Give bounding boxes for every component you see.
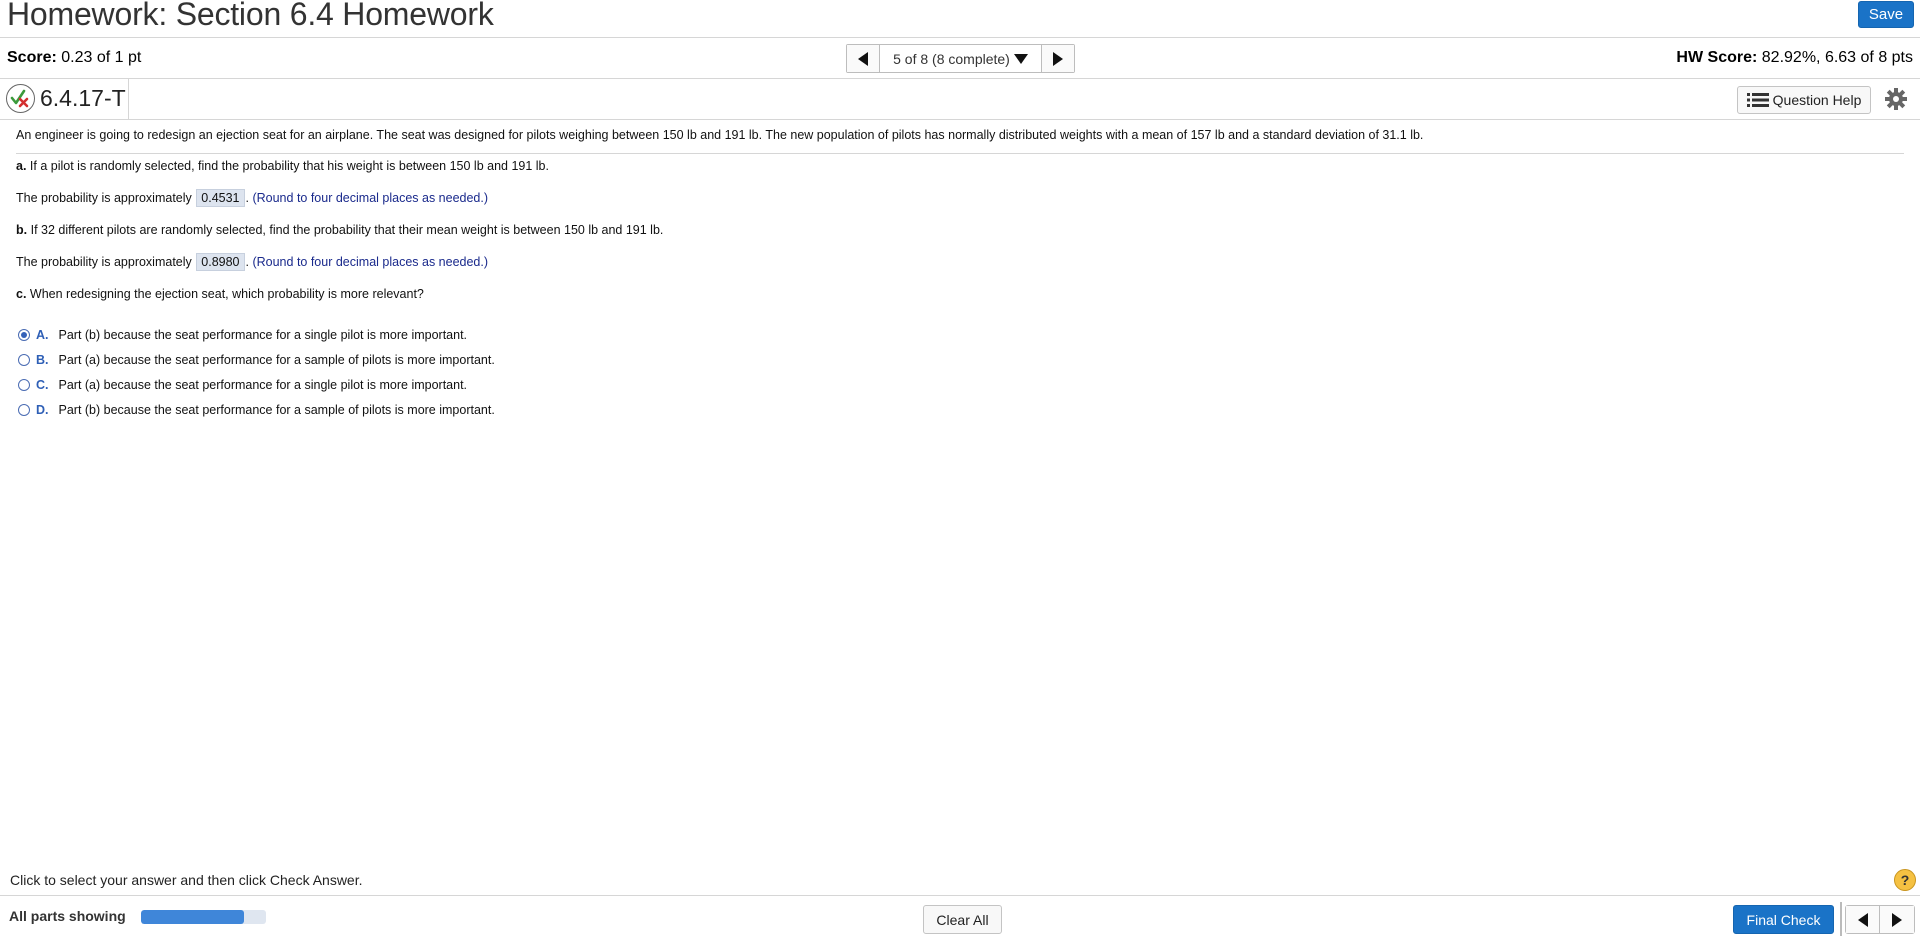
option-text: Part (b) because the seat performance for a single pilot is more important. [58,327,468,342]
next-question-button[interactable] [1880,906,1914,933]
instructions-text: Click to select your answer and then click Check Answer. [10,872,363,888]
part-a-prompt [16,159,549,173]
caret-down-icon [1014,54,1028,64]
score-value: 0.23 of 1 pt [61,49,142,66]
option-b[interactable] [18,347,495,372]
question-navigator [846,44,1075,73]
hw-score [1676,49,1913,67]
radio-button[interactable] [18,404,30,416]
parts-showing-label: All parts showing [9,908,126,924]
part-b-text: If 32 different pilots are randomly selected, find the probability that their mean weight is between 150 lb and 191 lb. [30,223,664,237]
part-b-answer-line [16,253,488,271]
question-selector-dropdown[interactable] [880,45,1041,72]
progress-bar [141,910,266,924]
score-label: Score: [7,49,57,66]
footer-bar [0,895,1920,939]
next-question-button[interactable] [1041,45,1074,72]
footer-question-navigator [1845,905,1915,934]
radio-button[interactable] [18,354,30,366]
answer-options [18,322,495,422]
option-letter: B. [36,352,49,367]
part-a-answer-input[interactable]: 0.4531 [196,189,244,207]
arrow-left-icon [1858,913,1868,927]
option-letter: C. [36,377,49,392]
part-b-prompt [16,223,663,237]
previous-question-button[interactable] [847,45,880,72]
option-text: Part (a) because the seat performance for a sample of pilots is more important. [58,352,495,367]
list-icon [1747,93,1769,107]
divider [128,79,129,119]
part-c-letter: c. [16,287,27,301]
rounding-hint: (Round to four decimal places as needed.) [252,255,489,269]
progress-fill [141,910,244,924]
arrow-right-icon [1892,913,1902,927]
radio-button[interactable] [18,379,30,391]
part-b-answer-input[interactable]: 0.8980 [196,253,244,271]
answer-suffix: . [245,255,249,269]
page-title: Homework: Section 6.4 Homework [7,0,494,32]
question-id: 6.4.17-T [40,85,126,111]
option-a[interactable] [18,322,495,347]
option-letter: A. [36,327,49,342]
question-score [7,49,141,67]
arrow-right-icon [1053,52,1063,66]
answer-prefix: The probability is approximately [16,191,192,205]
option-d[interactable] [18,397,495,422]
part-c-text: When redesigning the ejection seat, which probability is more relevant? [29,287,424,301]
save-button[interactable]: Save [1858,1,1914,28]
help-icon[interactable]: ? [1894,869,1916,891]
question-help-label: Question Help [1772,92,1862,108]
title-bar [0,0,1920,38]
divider [1840,902,1842,936]
radio-selected-dot [21,332,27,338]
divider [16,153,1904,154]
part-a-letter: a. [16,159,27,173]
answer-prefix: The probability is approximately [16,255,192,269]
question-help-button[interactable] [1737,86,1871,114]
option-text: Part (b) because the seat performance for a sample of pilots is more important. [58,402,495,417]
previous-question-button[interactable] [1846,906,1880,933]
part-c-prompt [16,287,424,301]
answer-suffix: . [245,191,249,205]
clear-all-button[interactable]: Clear All [923,905,1002,934]
rounding-hint: (Round to four decimal places as needed.) [252,191,489,205]
final-check-button[interactable]: Final Check [1733,905,1834,934]
option-text: Part (a) because the seat performance for a single pilot is more important. [58,377,468,392]
part-a-answer-line [16,189,488,207]
hw-score-label: HW Score: [1676,49,1758,66]
question-header [0,79,1920,120]
radio-button[interactable] [18,329,30,341]
part-a-text: If a pilot is randomly selected, find the probability that his weight is between 150 lb and 191 lb. [29,159,549,173]
arrow-left-icon [858,52,868,66]
problem-statement: An engineer is going to redesign an ejection seat for an airplane. The seat was designed for pilots weighing between 150 lb and 191 lb. The new population of pilots has normally distributed weights with a mean of 157 lb and a standard deviation of 31.1 lb. [16,128,1424,142]
question-position: 5 of 8 (8 complete) [893,50,1010,67]
hw-score-value: 82.92%, 6.63 of 8 pts [1761,49,1913,66]
option-letter: D. [36,402,49,417]
option-c[interactable] [18,372,495,397]
score-bar [0,38,1920,79]
part-b-letter: b. [16,223,28,237]
gear-icon[interactable] [1884,87,1908,111]
partial-credit-icon [6,84,35,113]
